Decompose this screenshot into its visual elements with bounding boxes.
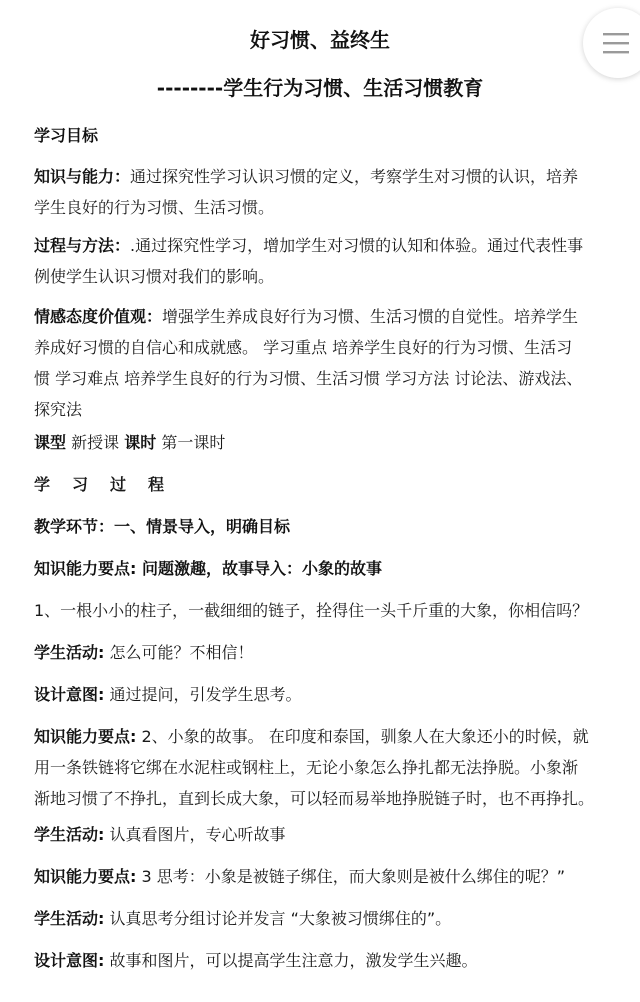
student-activity-2: 学生活动: 认真看图片，专心听故事: [34, 825, 286, 844]
process-heading: 学习过程: [34, 475, 187, 494]
knowledge-paragraph: 知识与能力：通过探究性学习认识习惯的定义，考察学生对习惯的认识，培养 学生良好的行为习惯、生活习惯。: [34, 167, 579, 217]
knowledge-point-2: 知识能力要点: 2、小象的故事。 在印度和泰国，驯象人在大象还小的时候，就 用一条铁链将它绑在水泥柱或钢柱上，无论小象怎么挣扎都无法挣脱。小象渐 渐地习惯了不挣扎，直到长成大象，可以轻而易举地挣脱链子时，也不再挣扎。: [34, 727, 595, 808]
page-subtitle: --------学生行为习惯、生活习惯教育: [156, 76, 484, 100]
design-intent-1: 设计意图: 通过提问，引发学生思考。: [34, 685, 302, 704]
question-1: 1、一根小小的柱子，一截细细的链子，拴得住一头千斤重的大象，你相信吗？: [34, 601, 589, 620]
menu-button[interactable]: [583, 8, 640, 78]
knowledge-point-3: 知识能力要点: 3 思考：小象是被链子绑住，而大象则是被什么绑住的呢？”: [34, 867, 566, 886]
course-info: 课型 新授课 课时 第一课时: [34, 433, 226, 452]
process-paragraph: 过程与方法：.通过探究性学习，增加学生对习惯的认知和体验。通过代表性事 例使学生认识习惯对我们的影响。: [34, 236, 584, 286]
teaching-step: 教学环节：一、情景导入，明确目标: [34, 517, 291, 536]
page-title: 好习惯、益终生: [250, 28, 390, 52]
knowledge-point-1: 知识能力要点: 问题激趣，故事导入：小象的故事: [34, 559, 382, 578]
goal-heading: 学习目标: [34, 126, 99, 145]
student-activity-3: 学生活动: 认真思考分组讨论并发言 “大象被习惯绑住的”。: [34, 909, 452, 928]
emotion-label: 情感态度价值观：: [34, 307, 163, 326]
emotion-paragraph: 情感态度价值观：增强学生养成良好行为习惯、生活习惯的自觉性。培养学生 养成好习惯的自信心和成就感。 学习重点 培养学生良好的行为习惯、生活习 惯 学习难点 培养学生良好的行为习惯、生活习惯 学习方法 讨论法、游戏法、 探究法: [34, 307, 583, 419]
hamburger-menu-icon: [603, 32, 629, 54]
knowledge-label: 知识与能力：: [34, 167, 131, 186]
student-activity-1: 学生活动: 怎么可能？不相信！: [34, 643, 254, 662]
design-intent-3: 设计意图: 故事和图片，可以提高学生注意力，激发学生兴趣。: [34, 951, 478, 970]
process-label: 过程与方法：: [34, 236, 131, 255]
